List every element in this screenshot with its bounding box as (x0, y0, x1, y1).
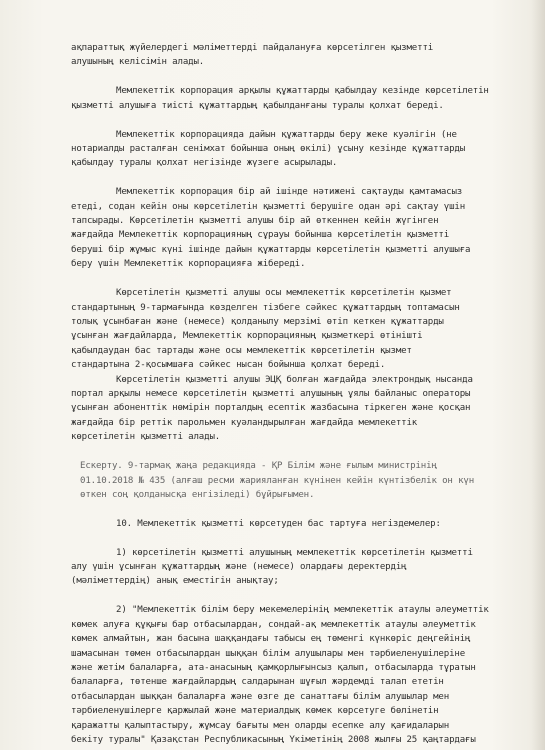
text-line: жағдайда бір реттік парольмен куәландырылған жағдайда мемлекеттік (71, 417, 418, 428)
text-line: алу үшін ұсынған құжаттардың және (немесе) олардағы деректердің (71, 562, 407, 572)
text-line: ұсынған жағдайларда, Мемлекеттік корпорацияның қызметкері өтінішті (71, 331, 423, 342)
amendment-note-line: өткен соң қолданысқа енгізіледі) бұйрығымен. (80, 489, 315, 500)
text-line: нотариалды расталған сенімхат бойынша оның өкілі) ұсыну кезінде құжаттарды (71, 143, 466, 154)
text-line: тапсырады. Көрсетілетін қызметті алушы бір ай өткеннен кейін жүгінген (71, 216, 439, 226)
text-line: Мемлекеттік корпорация арқылы құжаттарды қабылдау кезінде көрсетілетін (116, 86, 489, 97)
text-line: көмек алмайтын, жан басына шаққандағы табысы ең төменгі күнкөріс деңгейінің (71, 634, 471, 645)
page-edge-shadow (531, 0, 545, 750)
amendment-note-line: Ескерту. 9-тармақ жаңа редакцияда - ҚР Білім және ғылым министрінің (80, 461, 437, 472)
section-heading: 10. Мемлекеттік қызметті көрсетуден бас тартуға негіздемелер: (116, 518, 441, 529)
text-line: отбасылардан шыққан балаларға және өзге де санаттағы білім алушылар мен (71, 691, 450, 702)
text-line: ұсынған абоненттік нөмірін порталдың есептік жазбасына тіркеген және қосқан (71, 403, 471, 414)
text-line: ақпараттық жүйелердегі мәліметтерді пайдалануға көрсетілген қызметті (71, 43, 434, 53)
text-line: және жетім балаларға, ата-анасының қамқорлығынсыз қалып, отбасыларда тұратын (71, 662, 476, 673)
text-line: Көрсетілетін қызметті алушы осы мемлекеттік көрсетілетін қызмет (116, 288, 452, 299)
text-line: етеді, содан кейін оны көрсетілетін қызметті берушіге одан әрі сақтау үшін (71, 201, 466, 212)
text-line: көмек алуға құқығы бар отбасылардан, сондай-ақ мемлекеттік атаулы әлеуметтік (71, 619, 476, 630)
text-line: стандартына 2-қосымшаға сәйкес нысан бойынша қолхат береді. (71, 360, 386, 371)
text-line: қабылдаудан бас тартады және осы мемлекеттік көрсетілетін қызмет (71, 345, 412, 356)
text-line: беру үшін Мемлекеттік корпорацияға жібереді. (71, 259, 306, 270)
text-line: шамасынан төмен отбасылардан шыққан білім алушылары мен тәрбиеленушілеріне (71, 648, 466, 659)
text-line: Мемлекеттік корпорацияда дайын құжаттарды беру жеке куәлігін (не (116, 129, 457, 140)
text-line: қабылдау туралы қолхат негізінде жүзеге асырылады. (71, 158, 338, 169)
text-line: Көрсетілетін қызметті алушы ЭЦҚ болған жағдайда электрондық нысанда (116, 374, 473, 385)
text-line: 2) "Мемлекеттік білім беру мекемелерінің мемлекеттік атаулы әлеуметтік (116, 605, 489, 616)
text-line: жағдайда Мемлекеттік корпорацияның сұрауы бойынша көрсетілетін қызметті (71, 230, 450, 241)
text-line: алушының келісімін алады. (71, 57, 205, 68)
text-line: стандартының 9-тармағында көзделген тізбеге сәйкес құжаттардың топтамасын (71, 302, 460, 313)
text-line: портал арқылы немесе көрсетілетін қызметті алушының ұялы байланыс операторы (71, 389, 471, 399)
text-line: (мәліметтердің) анық еместігін анықтау; (71, 576, 279, 587)
text-line: қаражатты қалыптастыру, жұмсау бағыты мен оларды есепке алу қағидаларын (71, 720, 450, 731)
text-line: тәрбиеленушілерге қаржылай және материалдық көмек көрсетуге бөлінетін (71, 706, 439, 717)
amendment-note-line: 01.10.2018 № 435 (алғаш ресми жарияланған күнінен кейін күнтізбелік он күн (80, 475, 475, 486)
text-line: 1) көрсетілетін қызметті алушының мемлекеттік көрсетілетін қызметті (116, 547, 473, 558)
text-line: толық ұсынбаған және (немесе) қолданылу мерзімі өтіп кеткен құжаттарды (71, 316, 444, 327)
text-line: көрсетілетін қызметті алады. (71, 432, 221, 443)
text-line: Мемлекеттік корпорация бір ай ішінде нәтижені сақтауды қамтамасыз (116, 187, 463, 198)
text-line: балаларға, төтенше жағдайлардың салдарынан шұғыл жәрдемді талап ететін (71, 677, 444, 688)
text-line: бекіту туралы" Қазақстан Республикасының Үкіметінің 2008 жылғы 25 қаңтардағы (71, 735, 476, 745)
text-line: беруші бір жұмыс күні ішінде дайын құжаттарды көрсетілетін қызметті алушыға (71, 244, 471, 255)
text-line: қызметті алушыға тиісті құжаттардың қабылданғаны туралы қолхат береді. (71, 100, 444, 111)
